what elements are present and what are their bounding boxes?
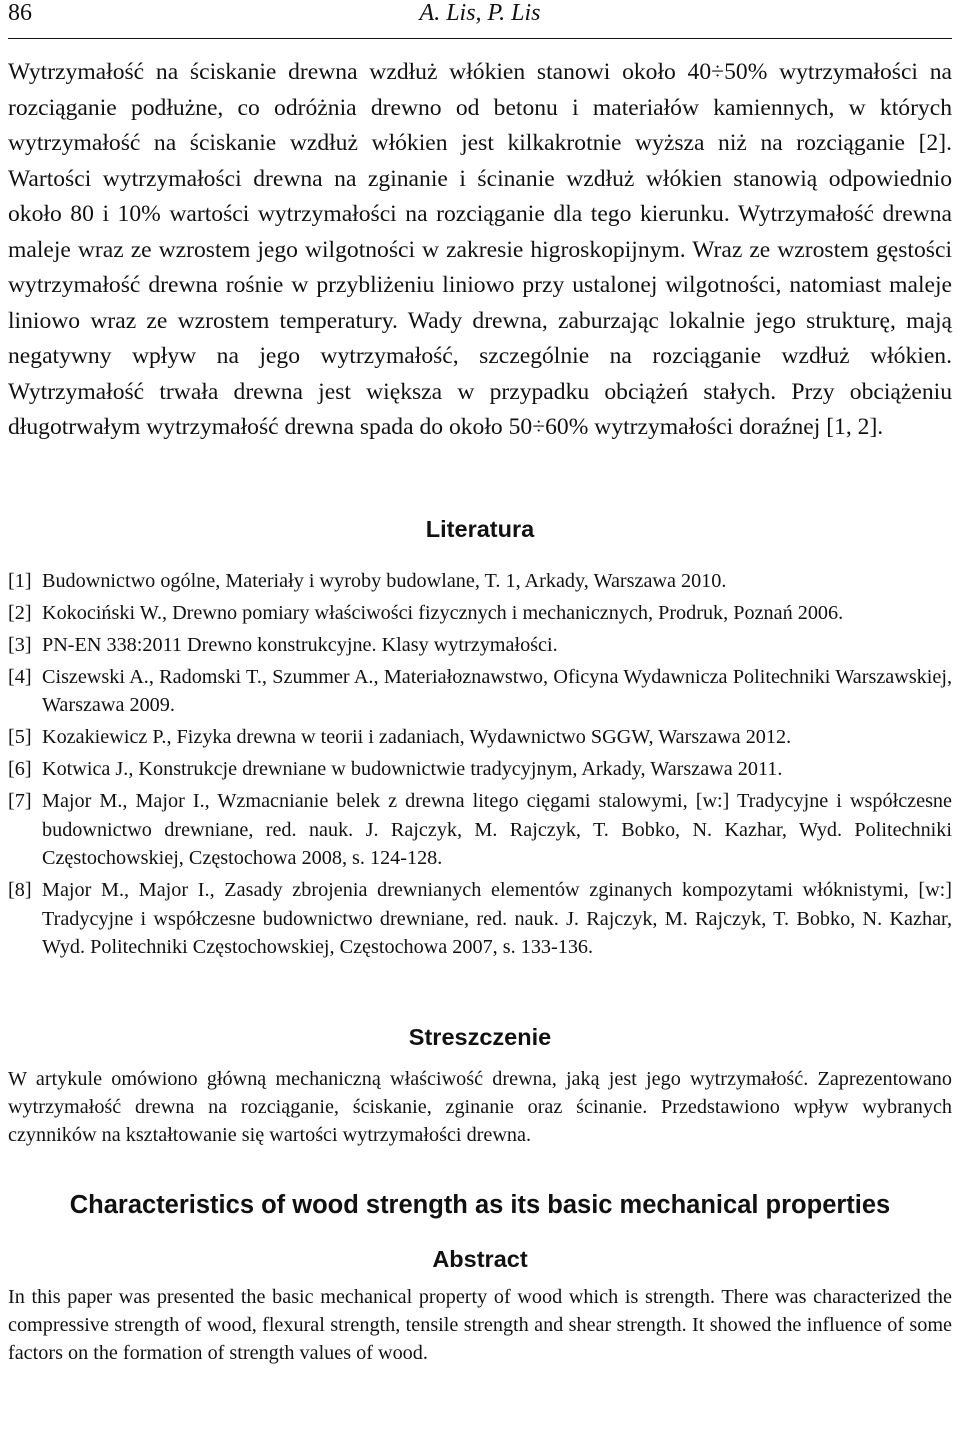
literature-heading: Literatura [425, 515, 535, 542]
page-number: 86 [8, 0, 32, 26]
reference-list [8, 567, 952, 962]
reference-number: [7] [8, 790, 32, 812]
reference-text: Budownictwo ogólne, Materiały i wyroby budowlane, T. 1, Arkady, Warszawa 2010. [42, 569, 727, 592]
summary-heading: Streszczenie [408, 1023, 552, 1050]
reference-item [8, 723, 952, 752]
reference-number: [6] [8, 758, 32, 780]
reference-item [8, 755, 952, 784]
reference-number: [5] [8, 726, 32, 748]
reference-number: [1] [8, 569, 32, 592]
abstract-heading: Abstract [432, 1245, 528, 1272]
reference-item [8, 599, 952, 628]
reference-text: Major M., Major I., Zasady zbrojenia drewnianych elementów zginanych kompozytami włóknistymi, [w:] Tradycyjne i współczesne budownictwo drewniane, red. nauk. J. Rajczyk, M. Rajczyk, T. Bobko, N. Kazhar, Wyd. Politechniki Częstochowskiej, Częstochowa 2007, s. 133-136. [42, 879, 952, 958]
reference-item [8, 631, 952, 660]
reference-number: [3] [8, 633, 32, 656]
running-header [8, 0, 952, 39]
reference-number: [4] [8, 665, 32, 688]
abstract-text: In this paper was presented the basic mechanical property of wood which is strength. There was characterized the compressive strength of wood, flexural strength, tensile strength and shear strength. It showed the influence of some factors on the formation of strength values of wood. [8, 1285, 952, 1364]
english-title: Characteristics of wood strength as its basic mechanical properties [69, 1190, 891, 1219]
reference-text: Ciszewski A., Radomski T., Szummer A., Materiałoznawstwo, Oficyna Wydawnicza Politechniki Warszawskiej, Warszawa 2009. [42, 665, 952, 716]
reference-text: Kozakiewicz P., Fizyka drewna w teorii i zadaniach, Wydawnictwo SGGW, Warszawa 2012. [42, 726, 792, 748]
reference-text: Major M., Major I., Wzmacnianie belek z drewna litego cięgami stalowymi, [w:] Tradycyjne i współczesne budownictwo drewniane, red. nauk. J. Rajczyk, M. Rajczyk, T. Bobko, N. Kazhar, Wyd. Politechniki Częstochowskiej, Częstochowa 2008, s. 124-128. [42, 790, 952, 869]
reference-text: Kotwica J., Konstrukcje drewniane w budownictwie tradycyjnym, Arkady, Warszawa 2011. [42, 758, 783, 780]
reference-number: [2] [8, 601, 32, 624]
reference-item [8, 787, 952, 873]
summary-text: W artykule omówiono główną mechaniczną właściwość drewna, jaką jest jego wytrzymałość. Zaprezentowano wytrzymałość drewna na rozciąganie, ściskanie, zginanie oraz ścinanie. Przedstawiono wpływ wybranych czynników na kształtowanie się wartości wytrzymałości drewna. [8, 1067, 952, 1146]
reference-item [8, 663, 952, 720]
running-header-authors: A. Lis, P. Lis [419, 0, 541, 26]
body-paragraph-text: Wytrzymałość na ściskanie drewna wzdłuż włókien stanowi około 40÷50% wytrzymałości na rozciąganie podłużne, co odróżnia drewno od betonu i materiałów kamiennych, w których wytrzymałość na ściskanie wzdłuż włókien jest kilkakrotnie wyższa niż na rozciąganie [2]. Wartości wytrzymałości drewna na zginanie i ścinanie wzdłuż włókien stanowią odpowiednio około 80 i 10% wartości wytrzymałości na rozciąganie dla tego kierunku. Wytrzymałość drewna maleje wraz ze wzrostem jego wilgotności w zakresie higroskopijnym. Wraz ze wzrostem gęstości wytrzymałość drewna rośnie w przybliżeniu liniowo przy ustalonej wilgotności, natomiast maleje liniowo wraz ze wzrostem temperatury. Wady drewna, zaburzając lokalnie jego strukturę, mają negatywny wpływ na jego wytrzymałość, szczególnie na rozciąganie wzdłuż włókien. Wytrzymałość trwała drewna jest większa w przypadku obciążeń stałych. Przy obciążeniu długotrwałym wytrzymałość drewna spada do około 50÷60% wytrzymałości doraźnej [1, 2]. [8, 59, 952, 440]
reference-text: Kokociński W., Drewno pomiary właściwości fizycznych i mechanicznych, Prodruk, Poznań 2006. [42, 601, 844, 624]
reference-item [8, 876, 952, 962]
reference-item [8, 567, 952, 596]
reference-number: [8] [8, 879, 32, 901]
reference-text: PN-EN 338:2011 Drewno konstrukcyjne. Klasy wytrzymałości. [42, 633, 558, 656]
body-paragraph [8, 55, 952, 446]
